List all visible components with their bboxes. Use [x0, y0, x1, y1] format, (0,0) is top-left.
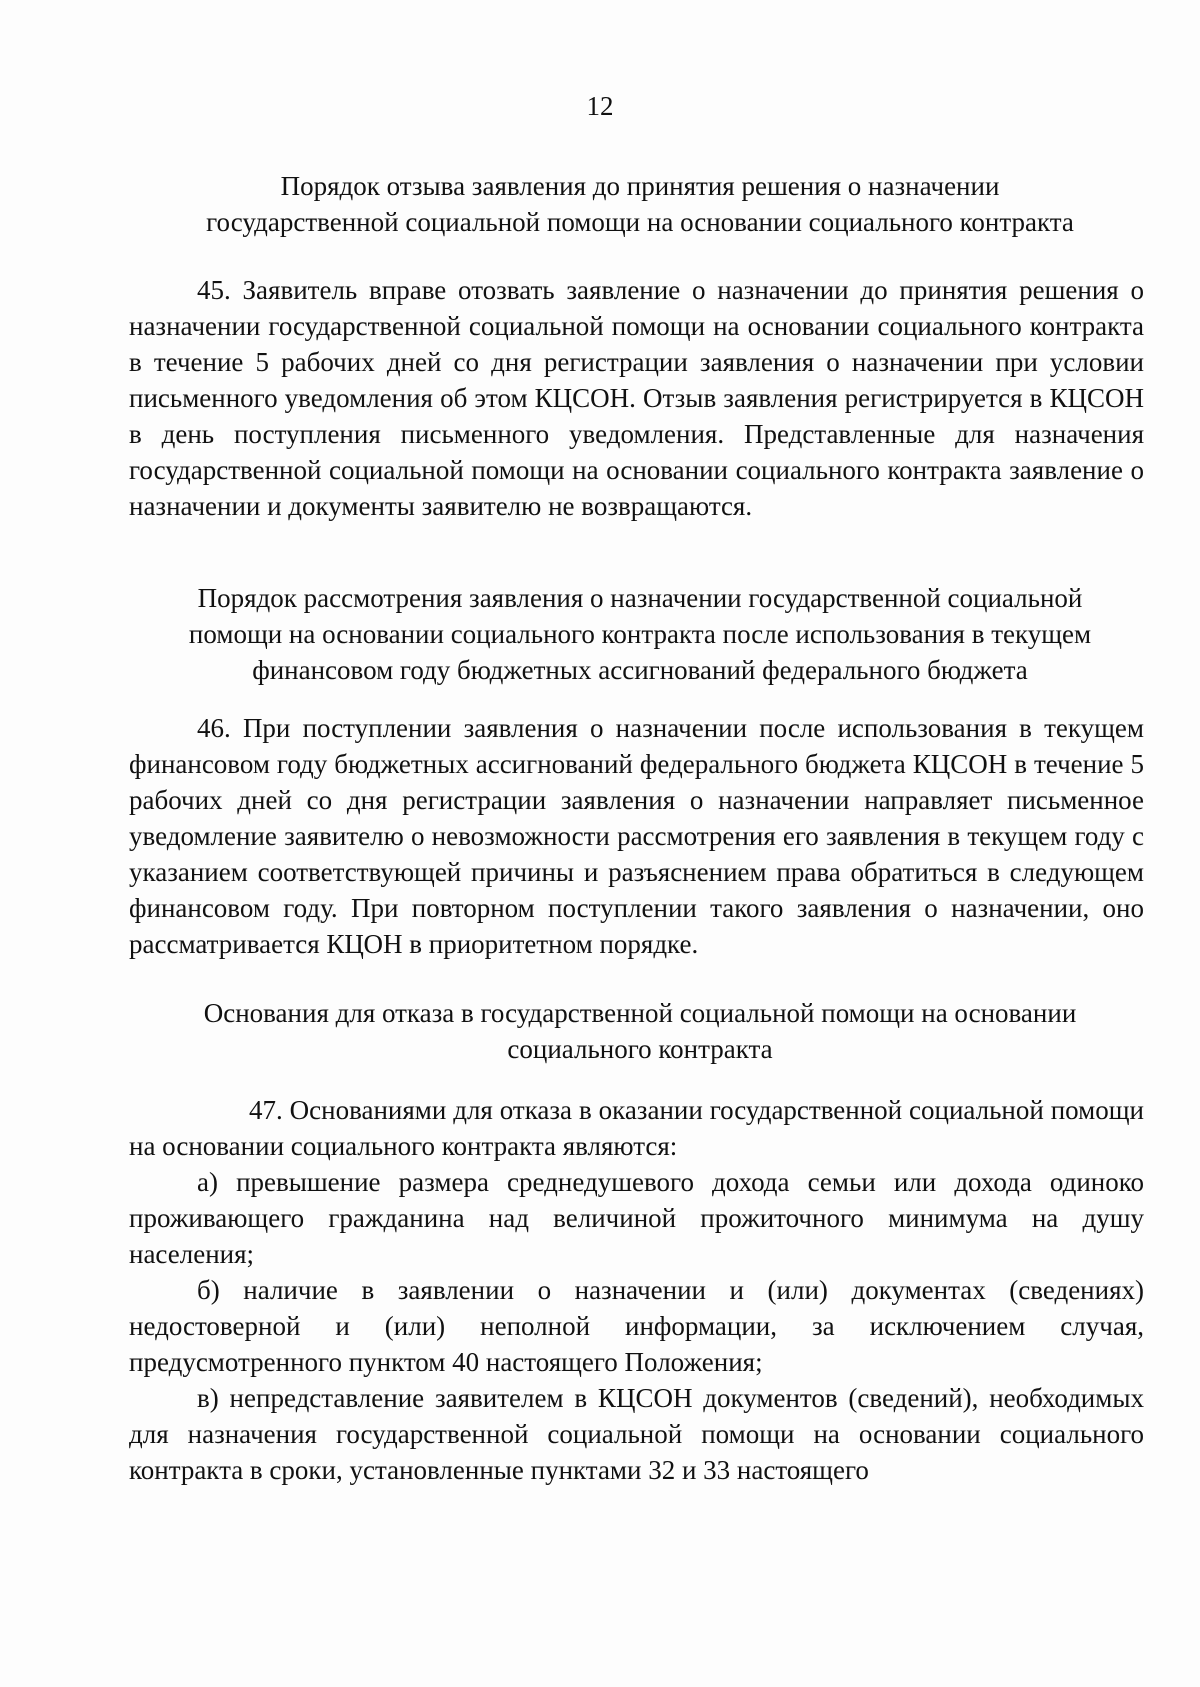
section-body-review	[129, 710, 1144, 962]
section-body-refusal	[129, 1092, 1144, 1488]
section-heading-review	[140, 580, 1140, 688]
heading-line: Основания для отказа в государственной социальной помощи на основании	[203, 998, 1077, 1028]
list-item-a: а) превышение размера среднедушевого дохода семьи или дохода одиноко проживающего гражданина над величиной прожиточного минимума на душу населения;	[129, 1167, 1144, 1269]
section-heading-withdrawal	[140, 168, 1140, 240]
paragraph-47: 47. Основаниями для отказа в оказании государственной социальной помощи на основании социального контракта являются:	[129, 1095, 1144, 1161]
heading-line: социального контракта	[507, 1034, 773, 1064]
paragraph-46: 46. При поступлении заявления о назначении после использования в текущем финансовом году бюджетных ассигнований федерального бюджета КЦСОН в течение 5 рабочих дней со дня регистрации заявления о назначении направляет письменное уведомление заявителю о невозможности рассмотрения его заявления в текущем году с указанием соответствующей причины и разъяснением права обратиться в следующем финансовом году. При повторном поступлении такого заявления о назначении, оно рассматривается КЦОН в приоритетном порядке.	[129, 713, 1144, 959]
heading-line: государственной социальной помощи на основании социального контракта	[206, 207, 1074, 237]
list-item-b: б) наличие в заявлении о назначении и (или) документах (сведениях) недостоверной и (или) неполной информации, за исключением случая, предусмотренного пунктом 40 настоящего Положения;	[129, 1275, 1144, 1377]
list-item-v: в) непредставление заявителем в КЦСОН документов (сведений), необходимых для назначения государственной социальной помощи на основании социального контракта в сроки, установленные пунктами 32 и 33 настоящего	[129, 1383, 1144, 1485]
heading-line: Порядок отзыва заявления до принятия решения о назначении	[280, 171, 1000, 201]
paragraph-45: 45. Заявитель вправе отозвать заявление о назначении до принятия решения о назначении государственной социальной помощи на основании социального контракта в течение 5 рабочих дней со дня регистрации заявления о назначении при условии письменного уведомления об этом КЦСОН. Отзыв заявления регистрируется в КЦСОН в день поступления письменного уведомления. Представленные для назначения государственной социальной помощи на основании социального контракта заявление о назначении и документы заявителю не возвращаются.	[129, 275, 1144, 521]
heading-line: помощи на основании социального контракта после использования в текущем	[188, 619, 1092, 649]
section-body-withdrawal	[129, 272, 1144, 524]
section-heading-refusal	[140, 995, 1140, 1067]
page-number: 12	[586, 91, 614, 121]
heading-line: финансовом году бюджетных ассигнований федерального бюджета	[252, 655, 1028, 685]
heading-line: Порядок рассмотрения заявления о назначении государственной социальной	[197, 583, 1083, 613]
